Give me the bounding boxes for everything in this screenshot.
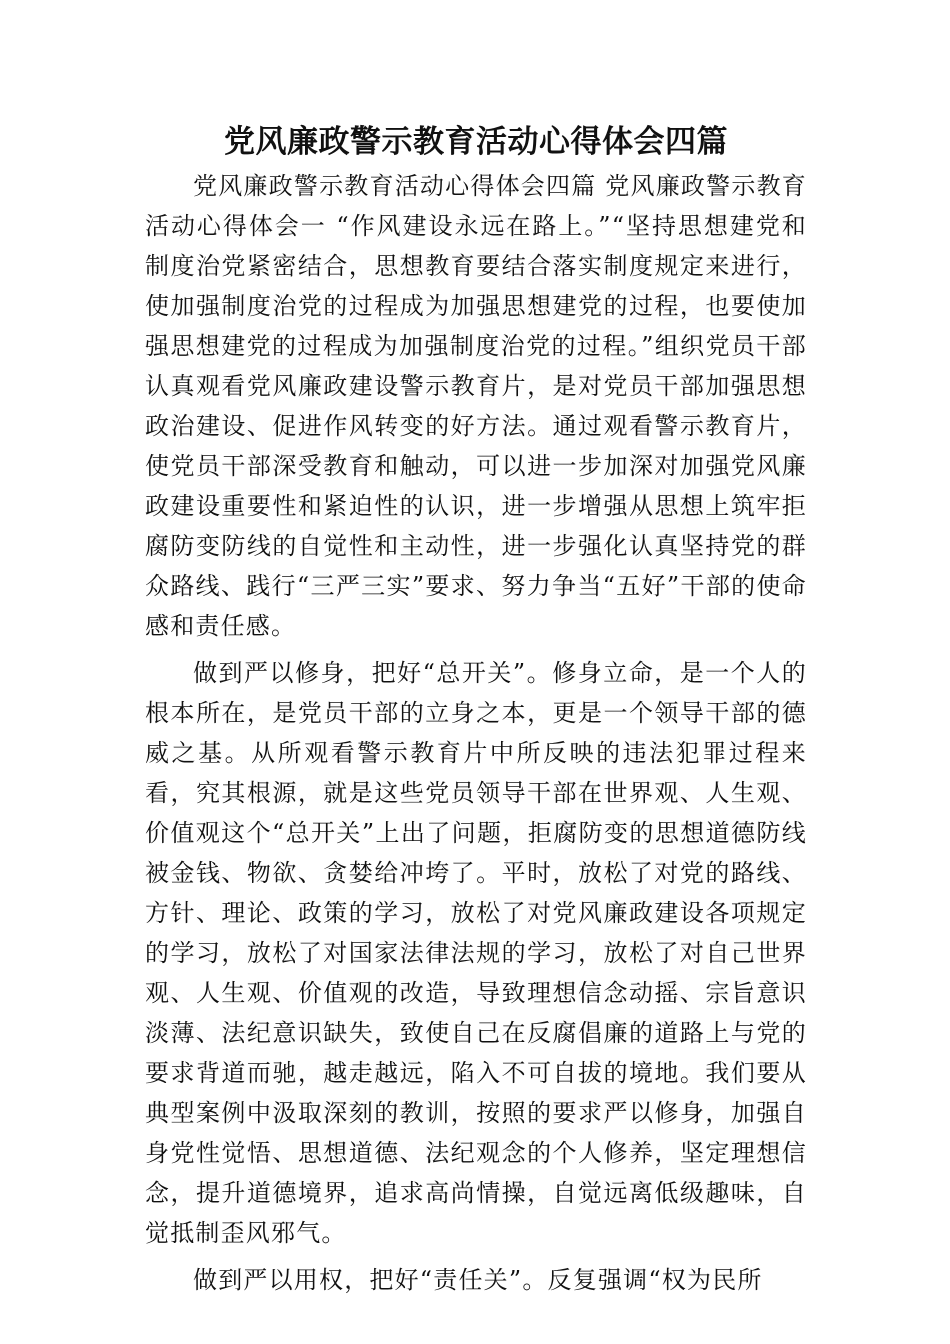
paragraph-self-cultivation: 做到严以修身，把好“总开关”。修身立命，是一个人的根本所在，是党员干部的立身之本，更是一个领导干部的德威之基。从所观看警示教育片中所反映的违法犯罪过程来看，究其根源，就是这些党员领导干部在世界观、人生观、价值观这个“总开关”上出了问题，拒腐防变的思想道德防线被金钱、物欲、贪婪给冲垮了。平时，放松了对党的路线、方针、理论、政策的学习，放松了对党风廉政建设各项规定的学习，放松了对国家法律法规的学习，放松了对自己世界观、人生观、价值观的改造，导致理想信念动摇、宗旨意识淡薄、法纪意识缺失，致使自己在反腐倡廉的道路上与党的要求背道而驰，越走越远，陷入不可自拔的境地。我们要从典型案例中汲取深刻的教训，按照的要求严以修身，加强自身党性觉悟、思想道德、法纪观念的个人修养，坚定理想信念，提升道德境界，追求高尚情操，自觉远离低级趣味，自觉抵制歪风邪气。: [145, 659, 807, 1247]
document-title: 党风廉政警示教育活动心得体会四篇: [224, 124, 728, 160]
paragraph-power-use: 做到严以用权，把好“责任关”。反复强调“权为民所: [193, 1266, 763, 1294]
paragraph-intro: 党风廉政警示教育活动心得体会四篇 党风廉政警示教育活动心得体会一 “作风建设永远在路上。”“坚持思想建党和制度治党紧密结合，思想教育要结合落实制度规定来进行，使加强制度治党的过程成为加强思想建党的过程，也要使加强思想建党的过程成为加强制度治党的过程。”组织党员干部认真观看党风廉政建设警示教育片，是对党员干部加强思想政治建设、促进作风转变的好方法。通过观看警示教育片，使党员干部深受教育和触动，可以进一步加深对加强党风廉政建设重要性和紧迫性的认识，进一步增强从思想上筑牢拒腐防变防线的自觉性和主动性，进一步强化认真坚持党的群众路线、践行“三严三实”要求、努力争当“五好”干部的使命感和责任感。: [145, 172, 807, 640]
document-page: [145, 118, 807, 1307]
